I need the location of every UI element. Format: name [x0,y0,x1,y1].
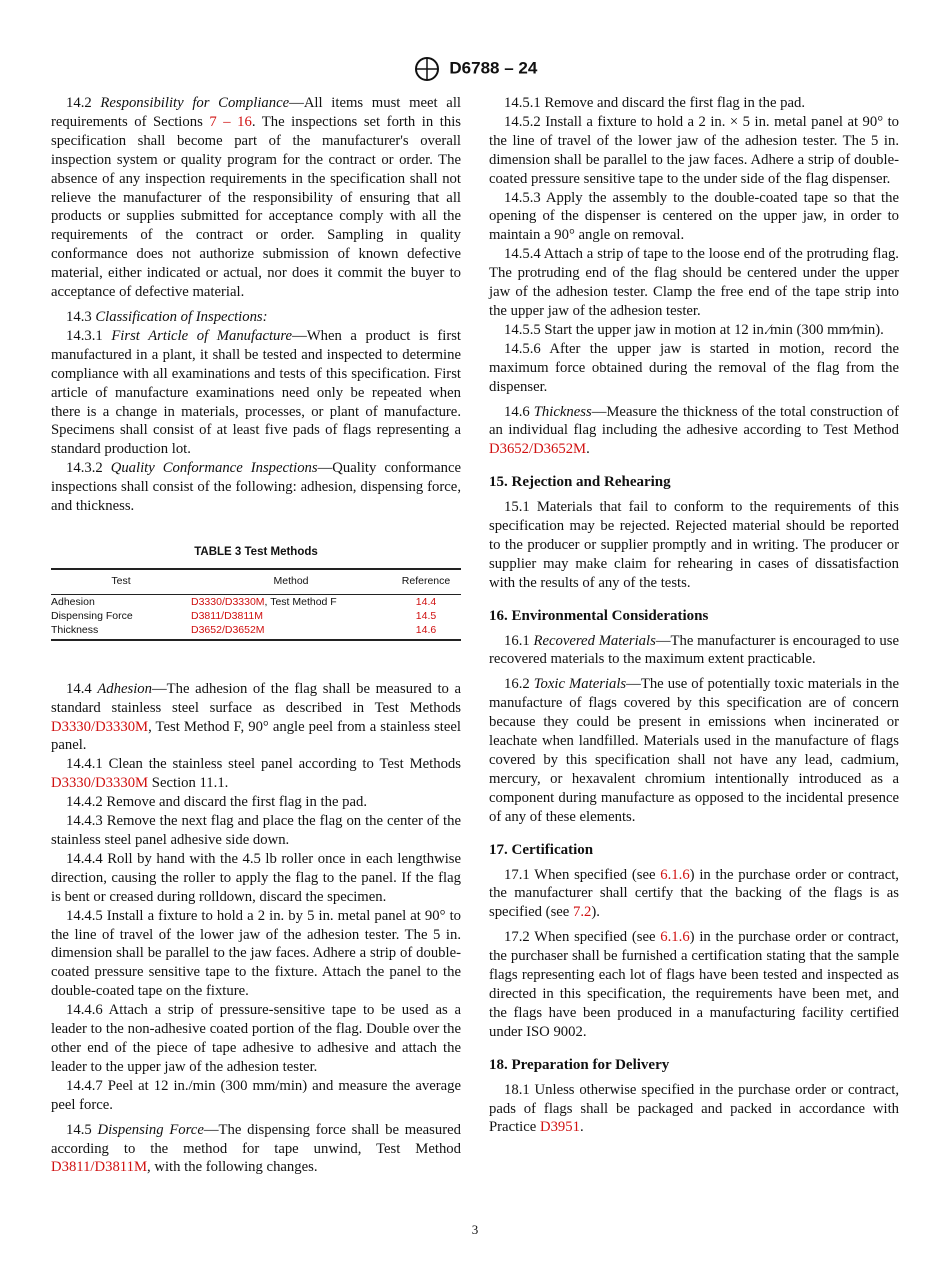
standard-ref-link[interactable]: D3652/D3652M [489,441,587,458]
standard-ref-link[interactable]: D3951 [539,1119,580,1136]
section-ref-link[interactable]: 7.2 [573,904,592,921]
right-column [489,94,899,1143]
cell-test: Dispensing Force [51,609,133,622]
section-ref-link[interactable]: 7 – 16 [209,113,252,130]
table-caption: TABLE 3 Test Methods [194,545,318,558]
para-16-2: 16.2 Toxic Materials—The use of potentially toxic materials in the manufacture of flags covered by this specification are of concern because they could be present in emissions when incinerated or leachate when landfilled. Materials used in the manufacture of flags covered by this specification shall not have any lead, cadmium, mercury, or hexavalent chromium intentionally introduced as a component during manufacture as opposed to the incidental presence of any of these elements. [489,676,900,825]
document-designation: D6788 – 24 [449,58,538,78]
para-14-5-5: 14.5.5 Start the upper jaw in motion at 12 in.⁄min (300 mm⁄min). [504,321,884,338]
section-heading-16: 16. Environmental Considerations [489,607,709,624]
para-14-5-2: 14.5.2 Install a fixture to hold a 2 in. × 5 in. metal panel at 90° to the line of travel of the lower jaw of the adhesion tester. The 5 in. dimension shall be parallel to the jaw faces. Adhere a strip of double-coated pressure sensitive tape to the under side of the flag dispenser. [489,113,899,187]
cell-method [191,609,391,623]
para-14-5-1: 14.5.1 Remove and discard the first flag in the pad. [504,95,806,111]
para-14-3-2: 14.3.2 Quality Conformance Inspections—Quality conformance inspections shall consist of the following: adhesion, dispensing force, and thickness. [51,460,461,515]
para-14-4-1: 14.4.1 Clean the stainless steel panel according to Test Methods D3330/D3330M Section 11.1. [51,756,461,792]
method-ref-link[interactable]: D3811/D3811M [191,609,263,622]
standard-ref-link[interactable]: D3330/D3330M [51,718,149,735]
standard-ref-link[interactable]: D3811/D3811M [51,1159,148,1176]
para-18-1: 18.1 Unless otherwise specified in the purchase order or contract, pads of flags shall be packaged and packed in accordance with Practice D3951. [489,1081,899,1136]
col-header-method: Method [191,569,391,594]
table-row [51,609,461,623]
para-14-5-6: 14.5.6 After the upper jaw is started in motion, record the maximum force obtained during the removal of the flag from the dispenser. [489,340,899,395]
para-14-4-6: 14.4.6 Attach a strip of pressure-sensitive tape to be used as a leader to the non-adhesive coated portion of the flag. Double over the other end of the piece of tape adhesive to adhesive and attach the leader to the upper jaw of the adhesion tester. [51,1002,461,1075]
cell-reference-link[interactable]: 14.6 [391,623,461,640]
para-14-4: 14.4 Adhesion—The adhesion of the flag shall be measured to a standard stainless steel surface as described in Test Methods D3330/D3330M, Test Method F, 90° angle peel from a stainless steel panel. [51,680,461,754]
astm-logo-icon [413,56,441,82]
para-14-5-4: 14.5.4 Attach a strip of tape to the loose end of the protruding flag. The protruding end of the flag should be centered under the upper jaw of the adhesion tester. Clamp the free end of the tape strip into the upper jaw of the adhesion tester. [489,246,899,319]
para-17-1: 17.1 When specified (see 6.1.6) in the purchase order or contract, the manufacturer shall certify that the backing of the flags is as specified (see 7.2). [489,866,899,921]
page-number: 3 [471,1222,479,1237]
cell-reference-link[interactable]: 14.4 [415,595,437,608]
para-14-4-2: 14.4.2 Remove and discard the first flag in the pad. [66,794,368,811]
section-heading-18: 18. Preparation for Delivery [489,1056,670,1073]
section-ref-link[interactable]: 6.1.6 [660,929,690,946]
cell-test: Thickness [51,623,191,640]
method-ref-link[interactable]: D3330/D3330M [191,595,265,608]
para-14-2: 14.2 Responsibility for Compliance—All items must meet all requirements of Sections 7 – 16. The inspections set forth in this specification shall become part of the manufacturer's overall inspection system or quality program for the contract or order. The absence of any inspection requirements in the specification shall not relieve the manufacturer of the responsibility of ensuring that all products or supplies submitted for acceptance comply with all the requirements of the contract or order. Sampling in quality conformance does not authorize submission of known defective material, either indicated or actual, nor does it commit the buyer to acceptance of defective material. [51,95,461,301]
para-14-5: 14.5 Dispensing Force—The dispensing force shall be measured according to the method for tape unwind, Test Method D3811/D3811M, with the following changes. [51,1121,461,1176]
para-14-6: 14.6 Thickness—Measure the thickness of the total construction of an individual flag including the adhesive according to Test Method D3652/D3652M. [489,403,899,458]
left-column [51,94,461,1183]
para-15-1: 15.1 Materials that fail to conform to the requirements of this specification may be rejected. Rejected material should be reported to the producer or supplier promptly and in writing. The producer or supplier may make claim for rehearing in cases of dissatisfaction with the results of any of the tests. [489,499,899,591]
para-14-3-1: 14.3.1 First Article of Manufacture—When a product is first manufactured in a plant, it shall be tested and inspected to determine compliance with all examinations and tests of this specification. First article of manufacture examinations need only be repeated when there is a change in materials, processes, or plant of manufacture. Specimens shall consist of at least five pads of flags representing a standard production lot. [51,327,462,458]
method-ref-link[interactable]: D3652/D3652M [191,623,265,636]
table-row [51,623,461,640]
para-14-4-7: 14.4.7 Peel at 12 in./min (300 mm/min) and measure the average peel force. [51,1077,462,1113]
col-header-test: Test [51,569,191,594]
test-methods-table [51,568,461,641]
cell-reference-link[interactable]: 14.5 [415,609,437,622]
para-16-1: 16.1 Recovered Materials—The manufacturer is encouraged to use recovered materials to the maximum extent practicable. [489,632,900,668]
para-14-4-3: 14.4.3 Remove the next flag and place the flag on the center of the stainless steel panel adhesive side down. [51,813,462,848]
section-heading-17: 17. Certification [489,841,594,858]
para-14-3: 14.3 Classification of Inspections: [66,308,268,325]
cell-test: Adhesion [51,595,95,608]
para-17-2: 17.2 When specified (see 6.1.6) in the purchase order or contract, the purchaser shall be furnished a certification stating that the sample flags representing each lot of flags have been tested and inspected as directed in this specification, the requirements have been met, and the flags have been produced in a manufacturing facility certified under ISO 9002. [489,929,899,1040]
table-3 [51,543,461,641]
standard-ref-link[interactable]: D3330/D3330M [51,775,149,792]
para-14-4-5: 14.4.5 Install a fixture to hold a 2 in. by 5 in. metal panel at 90° to the line of travel of the lower jaw of the adhesion tester. The 5 in. dimension shall be parallel to the jaw faces. Adhere a strip of double-coated pressure sensitive tape to the fixture. Attach the panel to the double-coated tape on the fixture. [51,907,461,1000]
section-heading-15: 15. Rejection and Rehearing [489,474,671,491]
cell-method: D3330/D3330M, Test Method F [191,595,337,608]
cell-method [191,623,391,640]
page-header [0,56,950,82]
para-14-4-4: 14.4.4 Roll by hand with the 4.5 lb roller once in each lengthwise direction, causing the roller to apply the flag to the panel. If the flag is bent or creased during rolldown, discard the specimen. [51,850,462,905]
table-row [51,594,461,609]
section-ref-link[interactable]: 6.1.6 [660,866,690,883]
para-14-5-3: 14.5.3 Apply the assembly to the double-coated tape so that the opening of the dispenser is centered on the upper jaw, in order to maintain a 90° angle on removal. [489,189,899,244]
col-header-reference: Reference [391,569,461,594]
